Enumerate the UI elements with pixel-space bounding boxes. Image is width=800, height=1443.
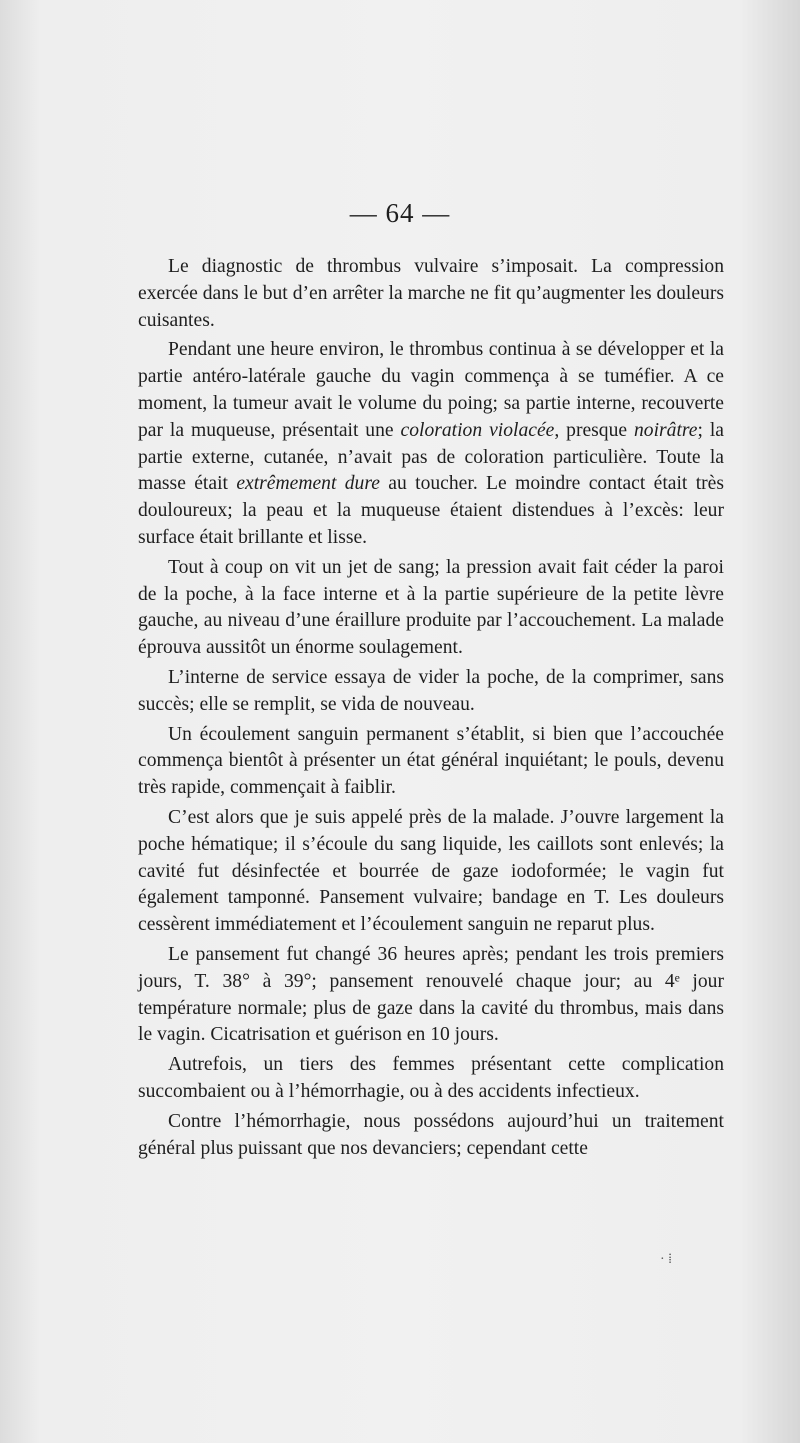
paragraph [138,665,724,719]
text-run: au toucher. Le moindre contact était très douloureux; la peau et la muqueuse étaient distendues à l’excès: leur surface était brillante et lisse. [138,473,725,548]
paragraph [138,722,724,802]
text-run: , presque [554,419,634,441]
text-run: Tout à coup on vit un jet de sang; la pression avait fait céder la paroi de la poche, à la face interne et à la partie supérieure de la petite lèvre gauche, au niveau d’une éraillure produite par l’accouchement. La malade éprouva aussitôt un énorme soulagement. [138,556,724,659]
text-run: Contre l’hémorrhagie, nous possédons aujourd’hui un traitement général plus puissant que nos devanciers; cependant cette [138,1110,724,1159]
italic-text: extrêmement dure [236,473,380,495]
text-run: Un écoulement sanguin permanent s’établit, si bien que l’accouchée commença bientôt à présenter un état général inquiétant; le pouls, devenu très rapide, commençait à faiblir. [138,723,724,799]
paragraph [138,942,724,1049]
page-number: — 64 — [349,198,451,228]
text-run: L’interne de service essaya de vider la poche, de la comprimer, sans succès; elle se remplit, se vida de nouveau. [138,666,724,715]
text-run: ; la partie externe, cutanée, n’avait pas de coloration particulière. Toute la masse était [138,419,724,495]
italic-text: noirâtre [634,419,698,441]
text-run: Pendant une heure environ, le thrombus continua à se développer et la partie antéro-latérale gauche du vagin commença à se tuméfier. A ce moment, la tumeur avait le volume du poing; sa partie interne, recouverte par la muqueuse, présentait une [138,339,724,441]
italic-text: coloration violacée [400,419,555,441]
text-run: Le diagnostic de thrombus vulvaire s’imposait. La compression exercée dans le but d’en arrêter la marche ne fit qu’augmenter les douleurs cuisantes. [138,256,724,331]
text-run: Autrefois, un tiers des femmes présentant cette complication succombaient ou à l’hémorrhagie, ou à des accidents infectieux. [138,1054,724,1102]
paragraph [138,1109,724,1163]
paragraph [138,1052,724,1106]
body-text [138,254,724,1165]
paragraph [138,254,724,334]
text-run: Le pansement fut changé 36 heures après; pendant les trois premiers jours, T. 38° à 39°; pansement renouvelé chaque jour; au 4ᵉ jour température normale; plus de gaze dans la cavité du thrombus, mais dans le vagin. Cicatrisation et guérison en 10 jours. [138,943,724,1046]
paragraph [138,555,724,662]
paragraph [138,805,724,939]
paragraph [138,337,724,551]
margin-mark: · ⁞ [660,1252,673,1267]
text-run: C’est alors que je suis appelé près de la malade. J’ouvre largement la poche hématique; il s’écoule du sang liquide, les caillots sont enlevés; la cavité fut désinfectée et bourrée de gaze iodoformée; le vagin fut également tamponné. Pansement vulvaire; bandage en T. Les douleurs cessèrent immédiatement et l’écoulement sanguin ne reparut plus. [138,806,724,936]
